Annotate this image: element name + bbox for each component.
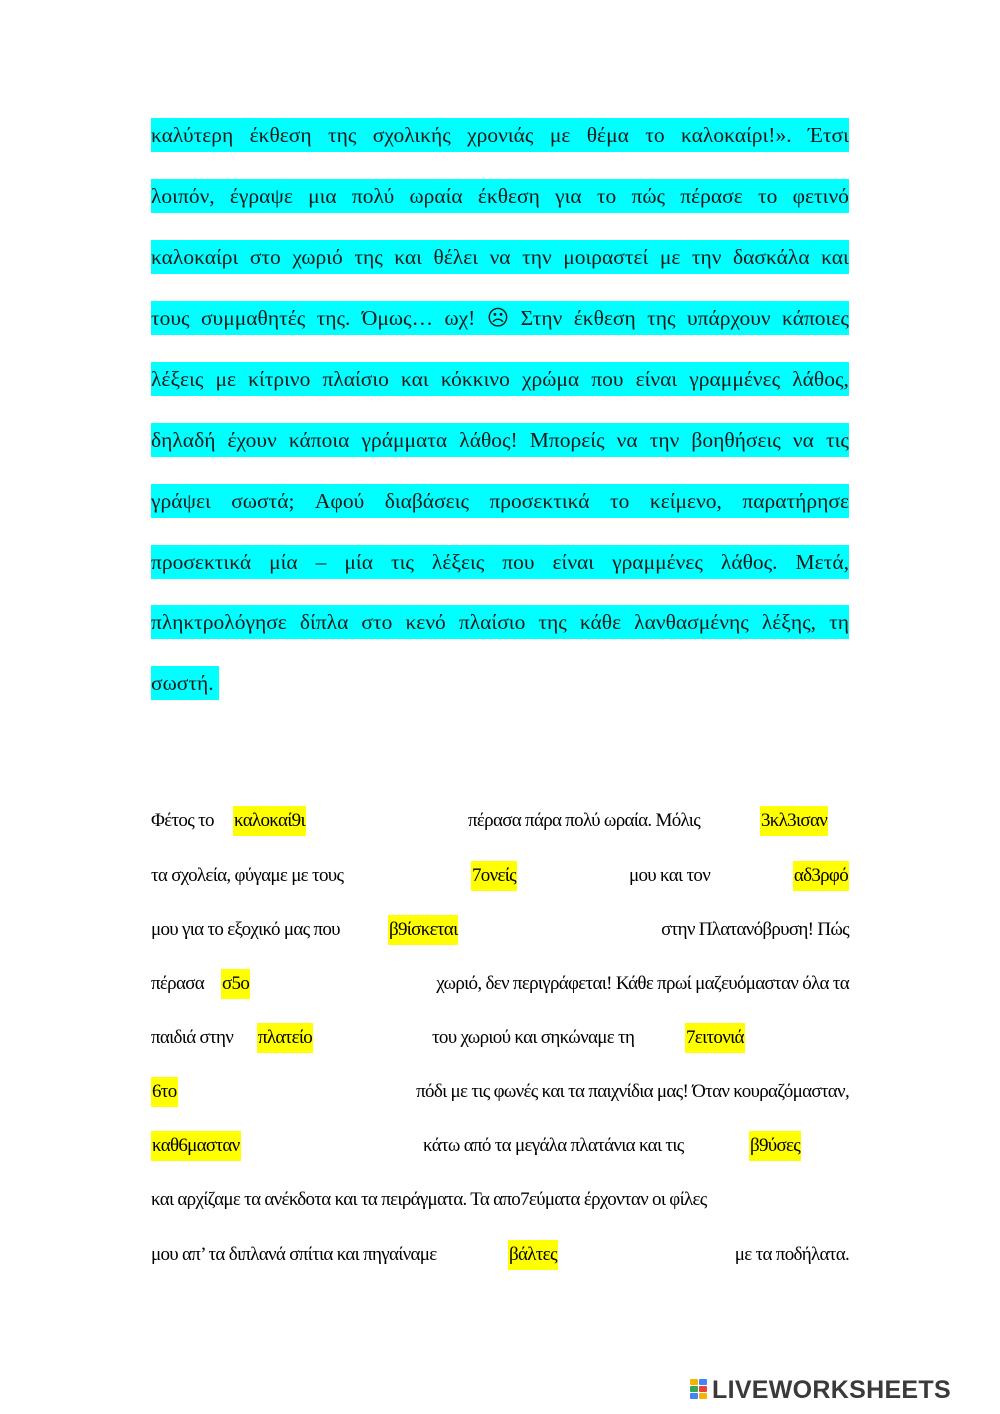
instruction-word: καλοκαίρι (151, 244, 239, 269)
instruction-word: με (659, 244, 681, 269)
instruction-word: συμμαθητές (200, 305, 306, 330)
misspelled-word: 6το (151, 1077, 178, 1107)
instruction-word: κόκκινο (440, 366, 510, 391)
instruction-word: τη (829, 609, 849, 634)
instruction-word: της. (316, 305, 351, 330)
instruction-word: κενό (405, 609, 446, 634)
story-line-6 (151, 1077, 849, 1107)
liveworksheets-brand: LIVEWORKSHEETS (712, 1375, 951, 1404)
story-text: πέρασα (151, 973, 205, 994)
instruction-word: λέξεις (431, 549, 485, 574)
instruction-word: της (328, 122, 357, 147)
instruction-word: να (792, 427, 814, 452)
instruction-word: της (354, 244, 383, 269)
instruction-word: της (538, 609, 567, 634)
instruction-word: τις (390, 549, 414, 574)
story-line-8 (151, 1185, 849, 1215)
instruction-word: για (555, 183, 582, 208)
misspelled-word: 3κλ3ισαν (760, 806, 828, 836)
instruction-word: χωριό (292, 244, 343, 269)
instruction-word: γράμματα (361, 427, 448, 452)
story-text: πέρασα πάρα πολύ ωραία. Μόλις (468, 810, 701, 831)
instruction-word: την (649, 427, 680, 452)
instruction-word: ☹ (486, 305, 510, 330)
instruction-word: κάποια (288, 427, 350, 452)
story-text: μου για το εξοχικό μας που (151, 919, 340, 940)
instruction-word: μία (269, 549, 298, 574)
instruction-word: Στην (520, 305, 563, 330)
instruction-word: διαβάσεις (384, 488, 469, 513)
story-text: και αρχίζαμε τα ανέκδοτα και τα πειράγματα. Τα απο7εύματα έρχονταν οι φίλες (151, 1189, 707, 1210)
misspelled-word: β9ίσκεται (388, 915, 458, 945)
story-text: παιδιά στην (151, 1027, 234, 1048)
instruction-word: στο (249, 244, 281, 269)
instruction-word: κείμενο, (649, 488, 722, 513)
instruction-word: βοηθήσεις (691, 427, 781, 452)
story-text: τα σχολεία, φύγαμε με τους (151, 865, 344, 886)
instruction-word: πλαίσιο (322, 366, 389, 391)
story-text: στην Πλατανόβρυση! Πώς (661, 919, 849, 940)
instruction-line (151, 423, 849, 457)
instruction-word: είναι (552, 549, 595, 574)
instruction-word: το (645, 122, 665, 147)
instruction-word: χρώμα (521, 366, 580, 391)
instruction-word: Αφού (314, 488, 365, 513)
instruction-word: την (522, 244, 552, 269)
story-text: χωριό, δεν περιγράφεται! Κάθε πρωί μαζευόμασταν όλα τα (436, 973, 849, 994)
instruction-line (151, 240, 849, 274)
instruction-word: λανθασμένης (634, 609, 749, 634)
misspelled-word: 7ειτονιά (685, 1023, 745, 1053)
instruction-word: λάθος, (792, 366, 849, 391)
instruction-word: Έτσι (807, 122, 849, 147)
story-line-9 (151, 1240, 849, 1270)
instruction-word: ωραία (409, 183, 463, 208)
instruction-word: Μπορείς (529, 427, 605, 452)
story-line-1 (151, 806, 849, 836)
instruction-word: κάθε (579, 609, 622, 634)
instruction-word: καλοκαίρι!». (681, 122, 792, 147)
instruction-word: έκθεση (573, 305, 636, 330)
instruction-word: λοιπόν, (151, 183, 215, 208)
liveworksheets-logo (690, 1376, 951, 1404)
instruction-word: προσεκτικά (151, 549, 252, 574)
instruction-word: τις (825, 427, 849, 452)
instruction-word: δίπλα (299, 609, 349, 634)
instruction-word: και (821, 244, 849, 269)
instruction-word: να (489, 244, 511, 269)
story-text: μου απ’ τα διπλανά σπίτια και πηγαίναμε (151, 1244, 437, 1265)
story-line-5 (151, 1023, 849, 1053)
instruction-word: είναι (635, 366, 678, 391)
instruction-word: να (616, 427, 638, 452)
instruction-word: της (647, 305, 676, 330)
misspelled-word: καθ6μασταν (151, 1131, 241, 1161)
story-line-2 (151, 861, 849, 891)
instruction-word: την (691, 244, 722, 269)
instruction-word: γραμμένες (689, 366, 781, 391)
story-text: του χωριού και σηκώναμε τη (432, 1027, 635, 1048)
instruction-word: σχολικής (372, 122, 451, 147)
instruction-word: στο (361, 609, 393, 634)
instruction-word: λάθος! (459, 427, 518, 452)
instruction-word: σωστή. (151, 670, 214, 695)
instruction-word: πέρασε (680, 183, 743, 208)
instruction-word: δηλαδή (151, 427, 216, 452)
instruction-word: πολύ (351, 183, 395, 208)
instruction-line (151, 301, 849, 335)
instruction-word: γράψει (151, 488, 211, 513)
story-text: Φέτος το (151, 810, 214, 831)
misspelled-word: σ5ο (221, 969, 250, 999)
instruction-word: Μετά, (795, 549, 849, 574)
instruction-word: Όμως… (361, 305, 434, 330)
instruction-line (151, 179, 849, 213)
instruction-word: καλύτερη (151, 122, 234, 147)
instruction-word: χρονιάς (467, 122, 534, 147)
instruction-line (151, 666, 219, 700)
story-text: με τα ποδήλατα. (734, 1244, 849, 1265)
instruction-word: με (215, 366, 237, 391)
story-line-4 (151, 969, 849, 999)
misspelled-word: 7ονείς (471, 861, 517, 891)
misspelled-word: βάλτες (508, 1240, 558, 1270)
instruction-word: έχουν (227, 427, 277, 452)
instruction-word: πληκτρολόγησε (151, 609, 287, 634)
instruction-word: λέξεις (151, 366, 204, 391)
instruction-word: τους (151, 305, 190, 330)
instruction-line (151, 118, 849, 152)
story-line-3 (151, 915, 849, 945)
instruction-word: μια (308, 183, 337, 208)
instruction-word: γραμμένες (612, 549, 703, 574)
instruction-word: και (401, 366, 429, 391)
instruction-word: μία (344, 549, 373, 574)
misspelled-word: πλατείο (257, 1023, 313, 1053)
instruction-word: λάθος. (720, 549, 778, 574)
misspelled-word: αδ3ρφό (793, 861, 849, 891)
instruction-word: κάποιες (782, 305, 849, 330)
story-line-7 (151, 1131, 849, 1161)
instruction-line (151, 545, 849, 579)
instruction-word: παρατήρησε (742, 488, 849, 513)
instruction-word: σωστά; (231, 488, 295, 513)
liveworksheets-icon (690, 1379, 708, 1401)
instruction-word: πώς (631, 183, 666, 208)
instruction-word: κίτρινο (248, 366, 311, 391)
instruction-word: έγραψε (229, 183, 293, 208)
instruction-word: θέλει (433, 244, 479, 269)
story-text: μου και τον (629, 865, 711, 886)
instruction-word: φετινό (792, 183, 849, 208)
instruction-word: πλαίσιο (458, 609, 526, 634)
instruction-word: το (610, 488, 630, 513)
instruction-word: που (591, 366, 624, 391)
story-text: κάτω από τα μεγάλα πλατάνια και τις (423, 1135, 684, 1156)
instruction-line (151, 605, 849, 639)
misspelled-word: καλοκαί9ι (233, 806, 306, 836)
instruction-word: και (394, 244, 422, 269)
instruction-word: που (502, 549, 535, 574)
instruction-word: υπάρχουν (686, 305, 771, 330)
instruction-word: προσεκτικά (489, 488, 590, 513)
instruction-word: έκθεση (249, 122, 312, 147)
instruction-word: – (315, 549, 327, 574)
instruction-word: το (757, 183, 778, 208)
instruction-word: θέμα (586, 122, 629, 147)
instruction-word: με (549, 122, 571, 147)
instruction-word: ωχ! (444, 305, 476, 330)
instruction-word: λέξης, (761, 609, 817, 634)
instruction-word: δασκάλα (733, 244, 810, 269)
instruction-word: έκθεση (477, 183, 540, 208)
instruction-line (151, 362, 849, 396)
story-text: πόδι με τις φωνές και τα παιχνίδια μας! Όταν κουραζόμασταν, (416, 1081, 849, 1102)
instruction-word: μοιραστεί (563, 244, 649, 269)
instruction-word: το (596, 183, 617, 208)
instruction-line (151, 484, 849, 518)
misspelled-word: β9ύσες (749, 1131, 801, 1161)
